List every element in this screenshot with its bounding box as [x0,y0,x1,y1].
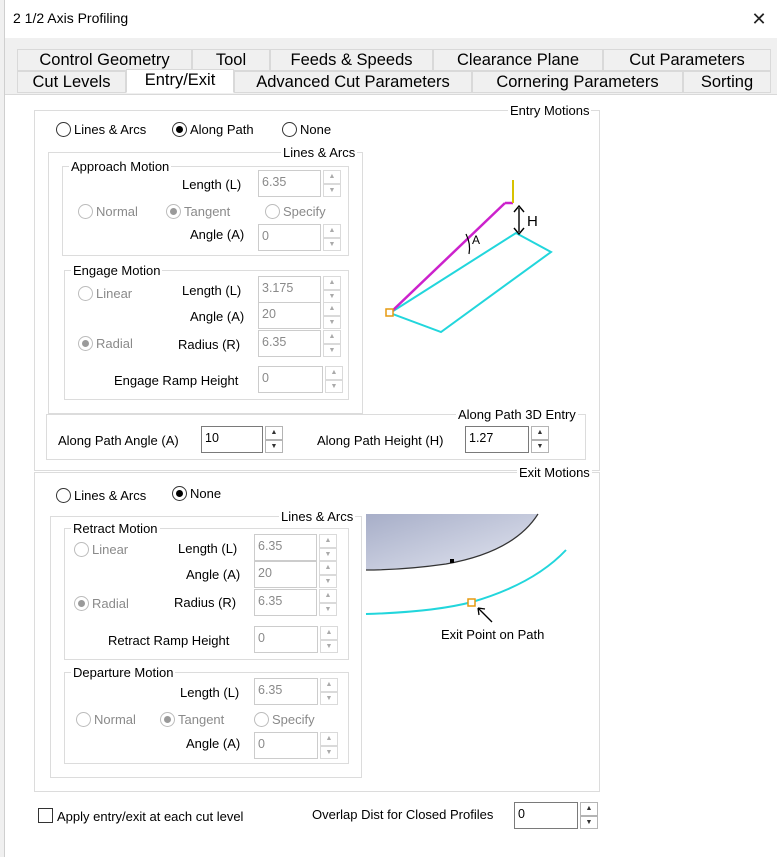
spin-up-icon[interactable]: ▲ [265,426,283,440]
spin-down-icon[interactable]: ▼ [319,575,337,589]
radio-label: Normal [96,204,138,219]
entry-mode-none[interactable] [282,122,331,137]
spin-up-icon[interactable]: ▲ [319,534,337,548]
radio-label: Specify [272,712,315,727]
radio-label: Radial [96,336,133,351]
radio-circle [74,542,89,557]
spin-down-icon[interactable]: ▼ [320,692,338,706]
start-point-marker [386,309,393,316]
spin-down-icon[interactable]: ▼ [531,440,549,454]
retract-angle-field[interactable]: 20 [254,561,317,588]
spin-up-icon[interactable]: ▲ [325,366,343,380]
radio-circle [78,286,93,301]
radio-label: Lines & Arcs [74,488,147,503]
radio-circle [74,596,89,611]
engage-length-stepper[interactable] [258,276,341,303]
spin-down-icon[interactable]: ▼ [323,316,341,330]
along-path-height-stepper[interactable] [465,426,549,453]
departure-angle-label: Angle (A) [186,736,241,751]
spin-down-icon[interactable]: ▼ [323,184,341,198]
spin-up-icon[interactable]: ▲ [323,224,341,238]
retract-radius-stepper[interactable] [254,589,337,616]
spin-down-icon[interactable]: ▼ [320,640,338,654]
exit-point-arrow-icon [474,604,496,626]
exit-lines-arcs-title: Lines & Arcs [281,509,354,524]
spin-up-icon[interactable]: ▲ [320,732,338,746]
spin-down-icon[interactable]: ▼ [319,603,337,617]
retract-angle-label: Angle (A) [186,567,241,582]
spin-down-icon[interactable]: ▼ [319,548,337,562]
engage-linear-radio[interactable] [78,286,132,301]
along-path-angle-field[interactable]: 10 [201,426,263,453]
entry-motion-diagram [380,170,580,340]
apply-each-level-checkbox[interactable] [38,808,53,823]
radio-circle [160,712,175,727]
angle-dimension-label: A [472,233,481,247]
engage-radius-stepper[interactable] [258,330,341,357]
departure-tangent-radio[interactable] [160,712,224,727]
radio-label: None [190,486,222,501]
departure-length-label: Length (L) [180,685,240,700]
tab-clearance-plane[interactable]: Clearance Plane [433,49,603,71]
approach-angle-stepper[interactable] [258,224,341,251]
radio-label: Normal [94,712,136,727]
radio-circle [78,204,93,219]
exit-mode-lines-arcs[interactable] [56,488,146,503]
engage-radius-label: Radius (R) [178,337,241,352]
departure-angle-field[interactable]: 0 [254,732,318,759]
radio-label: Radial [92,596,129,611]
spin-up-icon[interactable]: ▲ [320,626,338,640]
retract-ramp-stepper[interactable] [254,626,338,653]
spin-down-icon[interactable]: ▼ [323,238,341,252]
tab-advanced-cut-parameters[interactable]: Advanced Cut Parameters [234,71,472,93]
radio-circle [172,122,187,137]
retract-linear-radio[interactable] [74,542,128,557]
engage-angle-field[interactable]: 20 [258,302,321,329]
tab-tool[interactable]: Tool [192,49,270,71]
along-path-angle-label: Along Path Angle (A) [58,433,179,448]
radio-label: Linear [96,286,133,301]
entry-mode-along-path[interactable] [172,122,254,137]
engage-angle-stepper[interactable] [258,302,341,329]
engage-ramp-field[interactable]: 0 [258,366,323,393]
approach-angle-label: Angle (A) [190,227,245,242]
spin-down-icon[interactable]: ▼ [323,344,341,358]
spin-up-icon[interactable]: ▲ [319,589,337,603]
approach-length-stepper[interactable] [258,170,341,197]
radio-label: Along Path [190,122,254,137]
along-path-3d-title: Along Path 3D Entry [458,407,576,422]
tab-feeds-speeds[interactable]: Feeds & Speeds [270,49,433,71]
overlap-dist-stepper[interactable] [514,802,598,829]
approach-length-field[interactable]: 6.35 [258,170,321,197]
radio-circle [254,712,269,727]
retract-ramp-field[interactable]: 0 [254,626,318,653]
approach-tangent-radio[interactable] [166,204,230,219]
departure-motion-title: Departure Motion [73,665,174,680]
along-path-height-field[interactable]: 1.27 [465,426,529,453]
departure-length-stepper[interactable] [254,678,338,705]
overlap-dist-label: Overlap Dist for Closed Profiles [312,807,494,822]
approach-motion-title: Approach Motion [71,159,170,174]
entry-motions-title: Entry Motions [510,103,590,118]
radio-label: Specify [283,204,326,219]
spin-down-icon[interactable]: ▼ [323,290,341,304]
retract-length-stepper[interactable] [254,534,337,561]
window-title: 2 1/2 Axis Profiling [13,10,129,26]
retract-radius-field[interactable]: 6.35 [254,589,317,616]
spin-up-icon[interactable]: ▲ [531,426,549,440]
spin-down-icon[interactable]: ▼ [580,816,598,830]
retract-radial-radio[interactable] [74,596,129,611]
radio-label: Linear [92,542,129,557]
radio-circle [56,122,71,137]
radio-circle [282,122,297,137]
entry-mode-lines-arcs[interactable] [56,122,146,137]
approach-angle-field[interactable]: 0 [258,224,321,251]
departure-angle-stepper[interactable] [254,732,338,759]
tab-cut-levels[interactable]: Cut Levels [17,71,126,93]
retract-radius-label: Radius (R) [174,595,237,610]
retract-angle-stepper[interactable] [254,561,337,588]
departure-specify-radio[interactable] [254,712,315,727]
spin-up-icon[interactable]: ▲ [323,330,341,344]
engage-radial-radio[interactable] [78,336,133,351]
radio-label: Tangent [184,204,231,219]
spin-down-icon[interactable]: ▼ [265,440,283,454]
spin-up-icon[interactable]: ▲ [323,170,341,184]
radio-circle [172,486,187,501]
departure-normal-radio[interactable] [76,712,136,727]
spin-up-icon[interactable]: ▲ [323,302,341,316]
retract-length-field[interactable]: 6.35 [254,534,317,561]
along-path-angle-stepper[interactable] [201,426,283,453]
tab-cut-parameters[interactable]: Cut Parameters [603,49,771,71]
retract-ramp-label: Retract Ramp Height [108,633,230,648]
departure-length-field[interactable]: 6.35 [254,678,318,705]
ramp-entry-path [390,203,505,313]
along-path-height-label: Along Path Height (H) [317,433,444,448]
retract-length-label: Length (L) [178,541,238,556]
approach-specify-radio[interactable] [265,204,326,219]
engage-angle-label: Angle (A) [190,309,245,324]
radio-label: Lines & Arcs [74,122,147,137]
retract-motion-title: Retract Motion [73,521,158,536]
radio-circle [76,712,91,727]
engage-ramp-label: Engage Ramp Height [114,373,239,388]
exit-point-caption: Exit Point on Path [441,627,545,642]
engage-motion-title: Engage Motion [73,263,161,278]
approach-normal-radio[interactable] [78,204,138,219]
radio-circle [56,488,71,503]
part-edge-point [450,559,454,563]
radio-label: None [300,122,332,137]
overlap-dist-field[interactable]: 0 [514,802,578,829]
profile-outline [390,233,551,332]
tab-sorting[interactable]: Sorting [683,71,771,93]
apply-each-level-label: Apply entry/exit at each cut level [57,809,244,824]
spin-up-icon[interactable]: ▲ [580,802,598,816]
height-dimension-label: H [527,213,538,230]
radio-circle [166,204,181,219]
engage-ramp-stepper[interactable] [258,366,343,393]
exit-motions-title: Exit Motions [519,465,590,480]
spin-up-icon[interactable]: ▲ [320,678,338,692]
radio-label: Tangent [178,712,225,727]
engage-length-field[interactable]: 3.175 [258,276,321,303]
entry-lines-arcs-title: Lines & Arcs [283,145,356,160]
engage-radius-field[interactable]: 6.35 [258,330,321,357]
spin-up-icon[interactable]: ▲ [323,276,341,290]
engage-length-label: Length (L) [182,283,242,298]
spin-down-icon[interactable]: ▼ [325,380,343,394]
spin-up-icon[interactable]: ▲ [319,561,337,575]
radio-circle [265,204,280,219]
approach-length-label: Length (L) [182,177,242,192]
tab-control-geometry[interactable]: Control Geometry [17,49,192,71]
spin-down-icon[interactable]: ▼ [320,746,338,760]
tab-entry-exit[interactable]: Entry/Exit [126,69,234,93]
exit-motion-diagram [364,512,570,620]
radio-circle [78,336,93,351]
exit-mode-none[interactable] [172,486,221,501]
close-button[interactable]: ✕ [751,9,767,29]
tab-cornering-parameters[interactable]: Cornering Parameters [472,71,683,93]
